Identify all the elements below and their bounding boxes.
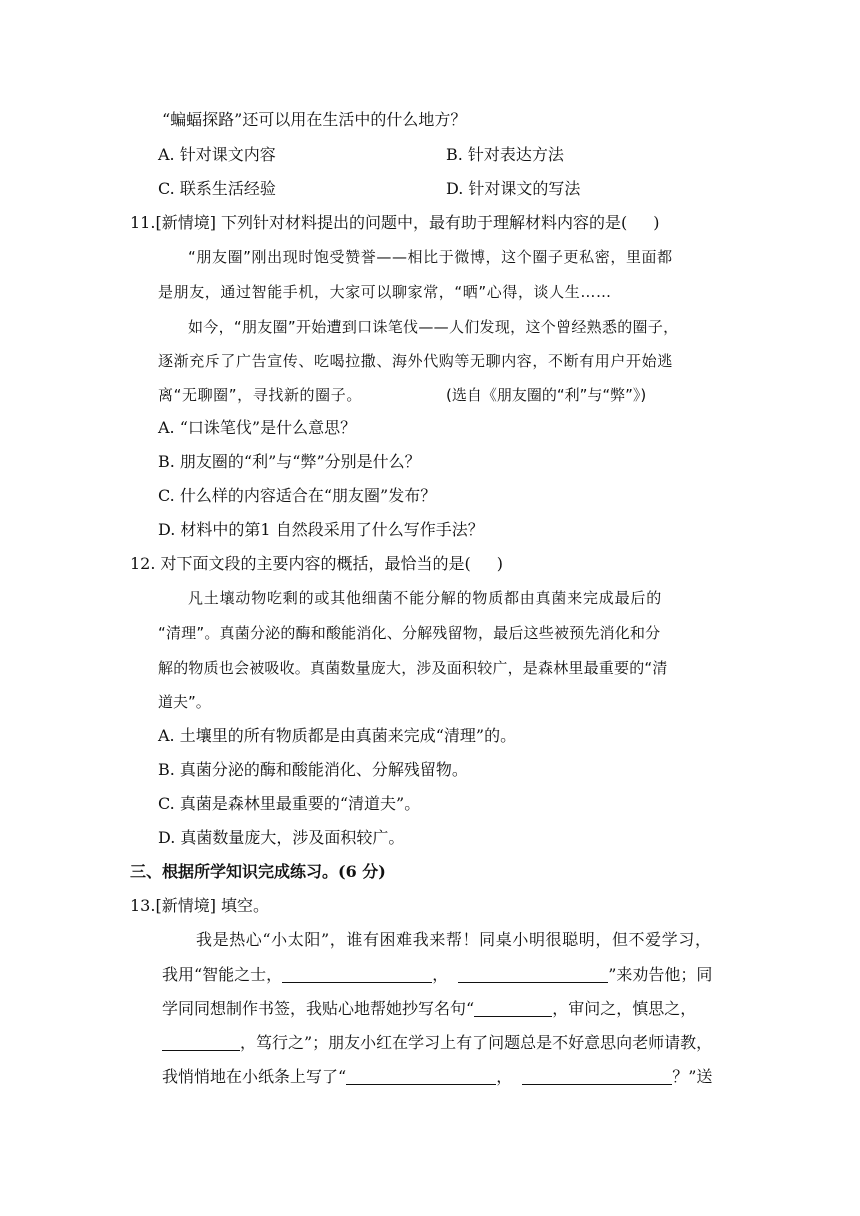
section-3-title: 三、根据所学知识完成练习。(6 分) [130, 862, 386, 881]
q11-material-p2-line1: 如今，“朋友圈”开始遭到口诛笔伐——人们发现，这个曾经熟悉的圈子， [188, 318, 679, 336]
q11-stem: 下列针对材料提出的问题中，最有助于理解材料内容的是( [221, 213, 628, 232]
fill-blank-3[interactable] [474, 1000, 552, 1017]
q12-option-d: D. 真菌数量庞大，涉及面积较广。 [158, 828, 405, 847]
q10-stem: “蝙蝠探路”还可以用在生活中的什么地方？ [162, 110, 467, 129]
q13-stem: 填空。 [221, 896, 270, 915]
fill-blank-1[interactable] [282, 966, 432, 983]
q11-tag: [新情境] [155, 213, 216, 232]
q11-question [130, 213, 660, 233]
q13-line5: 我悄悄地在小纸条上写了“ ， ？”送 [162, 1067, 713, 1086]
q13-question [130, 896, 269, 916]
q13-line4: ，笃行之”；朋友小红在学习上有了问题总是不好意思向老师请教， [162, 1033, 712, 1053]
q12-stem: 对下面文段的主要内容的概括，最恰当的是( [160, 554, 471, 573]
fill-blank-6[interactable] [522, 1068, 672, 1085]
q11-material-source: (选自《朋友圈的“利”与“弊”》) [446, 386, 647, 404]
q10-option-d: D. 针对课文的写法 [446, 179, 581, 198]
q11-number: 11. [130, 213, 156, 232]
q11-option-a: A. “口诛笔伐”是什么意思？ [158, 418, 357, 437]
q13-tag: [新情境] [155, 896, 216, 915]
q13-line2: 我用“智能之士， ， ”来劝告他；同 [162, 965, 713, 984]
q10-option-c: C. 联系生活经验 [158, 179, 276, 198]
q11-option-b: B. 朋友圈的“利”与“弊”分别是什么？ [158, 452, 421, 471]
fill-blank-4[interactable] [162, 1034, 240, 1051]
q11-material-p2-line2: 逐渐充斥了广告宣传、吃喝拉撒、海外代购等无聊内容，不断有用户开始逃 [158, 352, 673, 370]
q11-option-d: D. 材料中的第1 自然段采用了什么写作手法？ [158, 520, 484, 539]
q12-passage-line3: 解的物质也会被吸收。真菌数量庞大，涉及面积较广，是森林里最重要的“清 [158, 659, 668, 677]
q12-passage-line4: 道夫”。 [158, 693, 211, 711]
q12-passage-line2: “清理”。真菌分泌的酶和酸能消化、分解残留物，最后这些被预先消化和分 [158, 624, 661, 642]
q10-option-a: A. 针对课文内容 [158, 145, 276, 164]
q12-close-paren: ) [496, 554, 504, 573]
q12-question [130, 554, 503, 574]
q13-number: 13. [130, 896, 156, 915]
q13-line3: 学同同想制作书签，我贴心地帮她抄写名句“ ，审问之，慎思之， [162, 999, 697, 1018]
q11-material-p1-line2: 是朋友，通过智能手机，大家可以聊家常，“晒”心得，谈人生…… [158, 283, 612, 301]
q12-option-a: A. 土壤里的所有物质都是由真菌来完成“清理”的。 [158, 726, 517, 745]
q11-close-paren: ) [653, 213, 660, 232]
q12-number: 12. [130, 554, 156, 573]
q12-option-c: C. 真菌是森林里最重要的“清道夫”。 [158, 794, 421, 813]
fill-blank-5[interactable] [346, 1068, 496, 1085]
q11-option-c: C. 什么样的内容适合在“朋友圈”发布？ [158, 486, 437, 505]
q12-option-b: B. 真菌分泌的酶和酸能消化、分解残留物。 [158, 760, 468, 779]
q12-passage-line1: 凡土壤动物吃剩的或其他细菌不能分解的物质都由真菌来完成最后的 [188, 589, 663, 607]
q11-material-p1-line1: “朋友圈”刚出现时饱受赞誉——相比于微博，这个圈子更私密，里面都 [188, 248, 673, 266]
q13-line1: 我是热心“小太阳”，谁有困难我来帮！同桌小明很聪明，但不爱学习， [196, 930, 712, 949]
fill-blank-2[interactable] [458, 966, 608, 983]
q10-option-b: B. 针对表达方法 [446, 145, 564, 164]
q11-material-p2-line3: 离“无聊圈”，寻找新的圈子。 [158, 386, 362, 404]
